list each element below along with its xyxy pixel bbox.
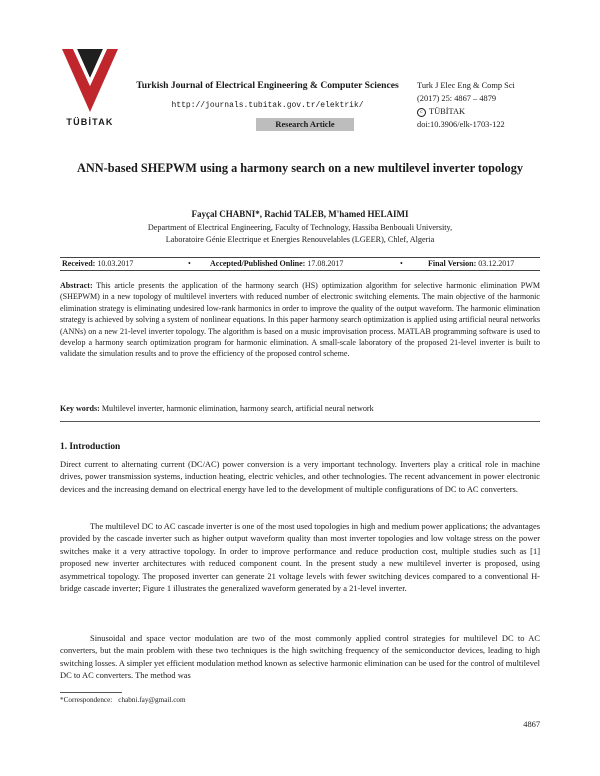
volume-pages: (2017) 25: 4867 – 4879 (417, 94, 497, 104)
abstract (60, 280, 540, 360)
publisher: TÜBİTAK (429, 107, 466, 117)
section-heading: 1. Introduction (60, 442, 121, 452)
tubitak-logo-icon (62, 46, 118, 116)
paragraph: Sinusoidal and space vector modulation are two of the most commonly applied control strategies for multilevel DC to AC converters, but the main problem with these two techniques is the high switching frequency of the semiconductor devices, leading to high switching losses. A simpler yet efficient modulation method known as selective harmonic elimination can be used for the control of multilevel DC to AC converters. The method was (60, 633, 540, 681)
article-title: ANN-based SHEPWM using a harmony search on a new multilevel inverter topology (77, 161, 523, 175)
keywords (60, 404, 540, 413)
final-date: Final Version: 03.12.2017 (428, 259, 515, 268)
divider (60, 421, 540, 422)
footnote-divider (60, 692, 122, 693)
footnote-label: *Correspondence: (60, 696, 113, 704)
abstract-text: This article presents the application of the harmony search (HS) optimization algorithm for selective harmonic elimination PWM (SHEPWM) in a new topology of multilevel inverters with reduced number of electronic switching elements. The main objective of the harmonic elimination strategy is eliminating undesired low-rank harmonics in order to improve the quality of the output waveform. The harmonic elimination strategy is achieved by solving a system of nonlinear equations. In this paper harmony search optimization is applied using artificial neural networks (ANNs) on a new 21-level inverter topology. The algorithm is based on a music improvisation process. MATLAB programming software is used to develop a harmony search optimization program for harmonic elimination. A small-scale laboratory of the proposed 21-level inverter is built to validate the simulation results and to prove the efficiency of the proposed control scheme. (60, 281, 540, 359)
footnote (60, 696, 186, 704)
authors: Fayçal CHABNI*, Rachid TALEB, M'hamed HELAIMI (191, 209, 409, 219)
accepted-date: Accepted/Published Online: 17.08.2017 (210, 259, 344, 268)
keywords-label: Key words: (60, 404, 100, 413)
journal-url[interactable]: http://journals.tubitak.gov.tr/elektrik/ (171, 101, 364, 110)
paragraph: Direct current to alternating current (DC/AC) power conversion is a very important technology. Inverters play a critical role in machine drives, power transmission systems, induction heating, electric vehicles, and other technologies. The recent advancement in power electronic devices and the increasing demand on electrical energy have led to the development of multiple configurations of DC to AC converters. (60, 459, 540, 494)
doi[interactable]: doi:10.3906/elk-1703-122 (417, 120, 505, 130)
logo-word: TÜBİTAK (66, 117, 114, 127)
copyright-icon: c (417, 108, 426, 117)
dates-bar (60, 257, 540, 271)
citation-block (417, 79, 567, 131)
date-separator: • (400, 259, 403, 268)
affiliation (60, 222, 540, 245)
keywords-text: Multilevel inverter, harmonic elimination, harmony search, artificial neural network (101, 404, 374, 413)
abstract-label: Abstract: (60, 281, 93, 290)
article-type-badge: Research Article (256, 118, 354, 131)
journal-title: Turkish Journal of Electrical Engineering & Computer Sciences (136, 80, 399, 91)
date-separator: • (188, 259, 191, 268)
footnote-email[interactable]: chabni.fay@gmail.com (118, 696, 186, 704)
copyright-line (417, 105, 567, 118)
journal-abbrev: Turk J Elec Eng & Comp Sci (417, 81, 515, 90)
affiliation-line-1: Department of Electrical Engineering, Faculty of Technology, Hassiba Benbouali University, (147, 223, 453, 232)
affiliation-line-2: Laboratoire Génie Electrique et Energies Renouvelables (LGEER), Chlef, Algeria (165, 234, 435, 244)
paragraph: The multilevel DC to AC cascade inverter is one of the most used topologies in high and medium power applications; the advantages provided by the cascade inverter such as higher output waveform quality than most inverter topologies and low voltage stress on the power switches make it a very attractive topology. In order to improve performance and reduce production cost, multiple studies such as [1] proposed new inverter architectures with reduced component count. In the present study a new multilevel inverter is proposed, using asymmetrical topology. The proposed inverter can generate 21 voltage levels with fewer switching devices compared to a conventional H-bridge cascade inverter; Figure 1 illustrates the generalized waveform generated by a 21-level inverter. (60, 521, 540, 594)
page-number: 4867 (523, 720, 540, 729)
received-date: Received: 10.03.2017 (62, 259, 134, 268)
